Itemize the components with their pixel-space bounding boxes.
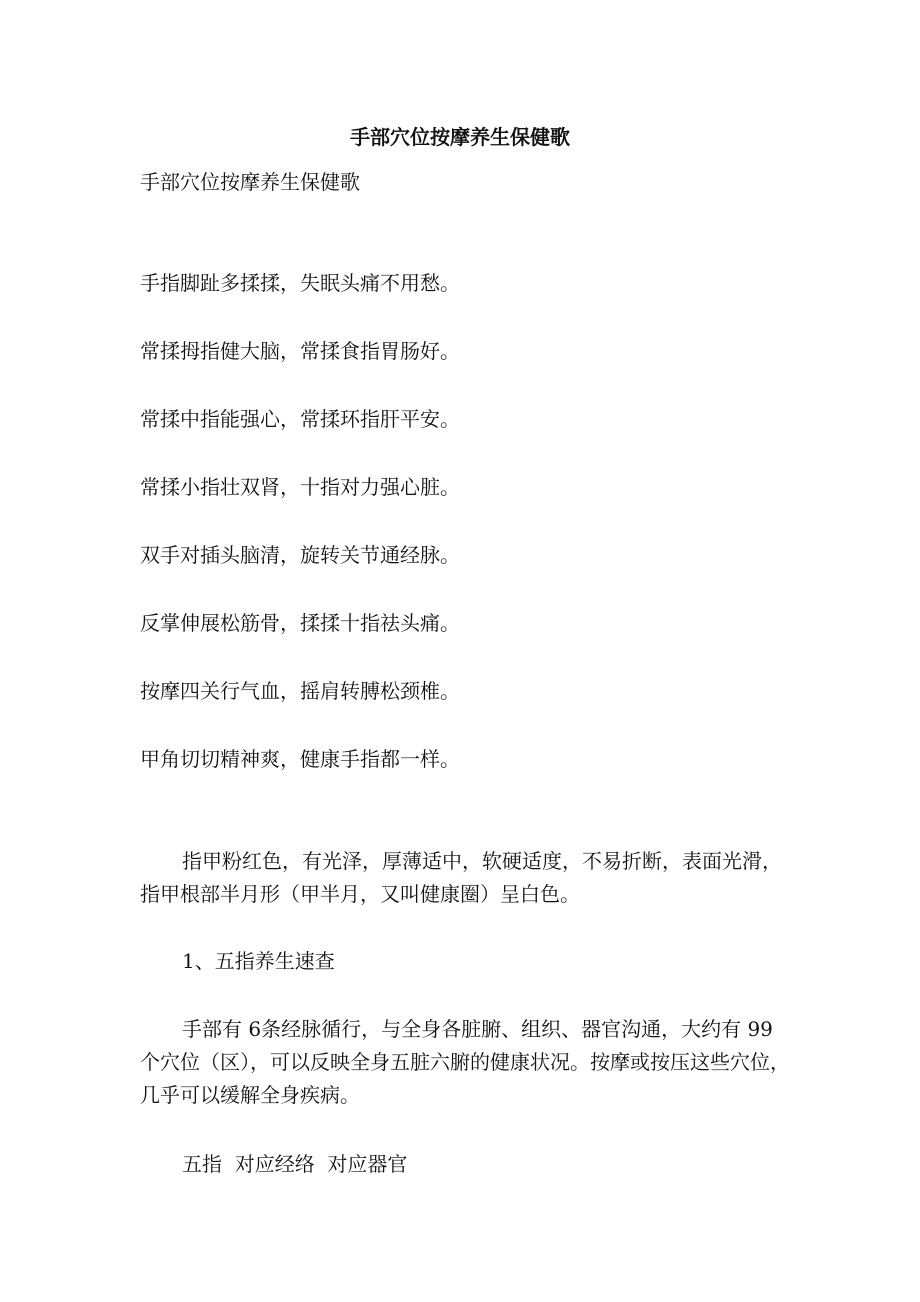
poem-line: 按摩四关行气血，摇肩转膊松颈椎。 bbox=[140, 679, 460, 703]
poem-line: 双手对插头脑清，旋转关节通经脉。 bbox=[140, 543, 460, 567]
poem-line: 手指脚趾多揉揉，失眠头痛不用愁。 bbox=[140, 271, 460, 295]
table-header-line: 五指 对应经络 对应器官 bbox=[182, 1152, 408, 1176]
paragraph-meridians: 手部有 6条经脉循行，与全身各脏腑、组织、器官沟通，大约有 99 个穴位（区），可以反映全身五脏六腑的健康状况。按摩或按压这些穴位，几乎可以缓解全身疾病。 bbox=[140, 1017, 790, 1107]
poem-line: 反掌伸展松筋骨，揉揉十指祛头痛。 bbox=[140, 611, 460, 635]
section-heading-five-fingers: 1、五指养生速查 bbox=[182, 949, 335, 973]
document-title: 手部穴位按摩养生保健歌 bbox=[350, 125, 570, 149]
poem-line: 甲角切切精神爽，健康手指都一样。 bbox=[140, 747, 460, 771]
paragraph-nail-health: 指甲粉红色，有光泽，厚薄适中，软硬适度，不易折断，表面光滑，指甲根部半月形（甲半月，又叫健康圈）呈白色。 bbox=[140, 849, 782, 906]
poem-line: 常揉小指壮双肾，十指对力强心脏。 bbox=[140, 475, 460, 499]
poem-line: 常揉中指能强心，常揉环指肝平安。 bbox=[140, 407, 460, 431]
poem bbox=[140, 268, 460, 812]
poem-line: 常揉拇指健大脑，常揉食指胃肠好。 bbox=[140, 339, 460, 363]
document-subtitle: 手部穴位按摩养生保健歌 bbox=[140, 170, 360, 194]
